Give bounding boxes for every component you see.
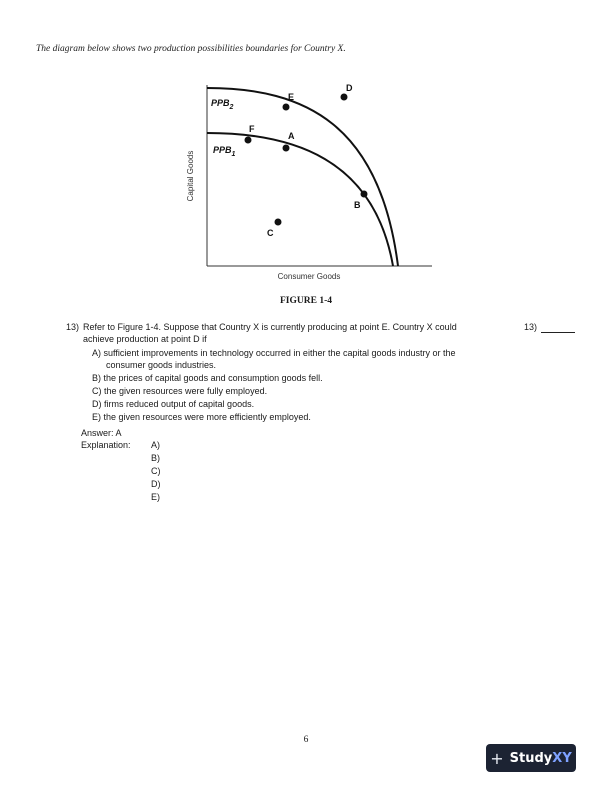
explanation-option-a: A)	[151, 440, 160, 450]
question-number: 13)	[66, 322, 80, 332]
question-text-line1: Refer to Figure 1-4. Suppose that Country X is currently producing at point E. Country X could	[83, 322, 457, 332]
option-d: D) firms reduced output of capital goods.	[92, 399, 255, 409]
point-b-label: B	[354, 200, 361, 210]
page-number: 6	[303, 735, 309, 745]
option-a: A) sufficient improvements in technology occurred in either the capital goods industry or the	[92, 348, 456, 358]
studyxy-logo-text: StudyXY	[509, 750, 572, 766]
question-text	[83, 321, 503, 345]
explanation-option-d: D)	[151, 479, 161, 489]
ppb2-curve	[207, 88, 398, 266]
point-d-label: D	[346, 83, 353, 93]
x-axis-label: Consumer Goods	[277, 272, 341, 281]
plus-icon: +	[490, 748, 504, 768]
answer-blank-line	[541, 332, 575, 333]
point-c-marker	[275, 219, 282, 226]
intro-text: The diagram below shows two production possibilities boundaries for Country X.	[36, 44, 346, 54]
explanation-option-e: E)	[151, 492, 160, 502]
answer-slot-number: 13)	[524, 322, 538, 332]
point-d-marker	[341, 94, 348, 101]
ppb-diagram	[180, 80, 440, 290]
explanation-option-b: B)	[151, 453, 160, 463]
point-e-label: E	[288, 92, 295, 102]
point-c-label: C	[267, 228, 274, 238]
point-a-marker	[283, 145, 290, 152]
point-a-label: A	[288, 131, 295, 141]
studyxy-badge[interactable]	[486, 744, 576, 772]
option-c: C) the given resources were fully employed.	[92, 386, 268, 396]
option-a-continuation: consumer goods industries.	[106, 360, 217, 370]
point-e-marker	[283, 104, 290, 111]
option-e: E) the given resources were more efficiently employed.	[92, 412, 311, 422]
point-b-marker	[361, 191, 368, 198]
ppb1-label: $PPB_1$	[213, 145, 236, 158]
answer-line: Answer: A	[81, 428, 122, 438]
question-text-line2: achieve production at point D if	[83, 334, 207, 344]
figure-caption: FIGURE 1-4	[280, 296, 332, 306]
y-axis-label: Capital Goods	[186, 150, 195, 202]
point-f-marker	[245, 137, 252, 144]
explanation-label: Explanation:	[81, 440, 131, 450]
ppb2-label: $PPB_2$	[211, 98, 234, 111]
option-b: B) the prices of capital goods and consumption goods fell.	[92, 373, 323, 383]
point-f-label: F	[249, 124, 255, 134]
explanation-option-c: C)	[151, 466, 161, 476]
